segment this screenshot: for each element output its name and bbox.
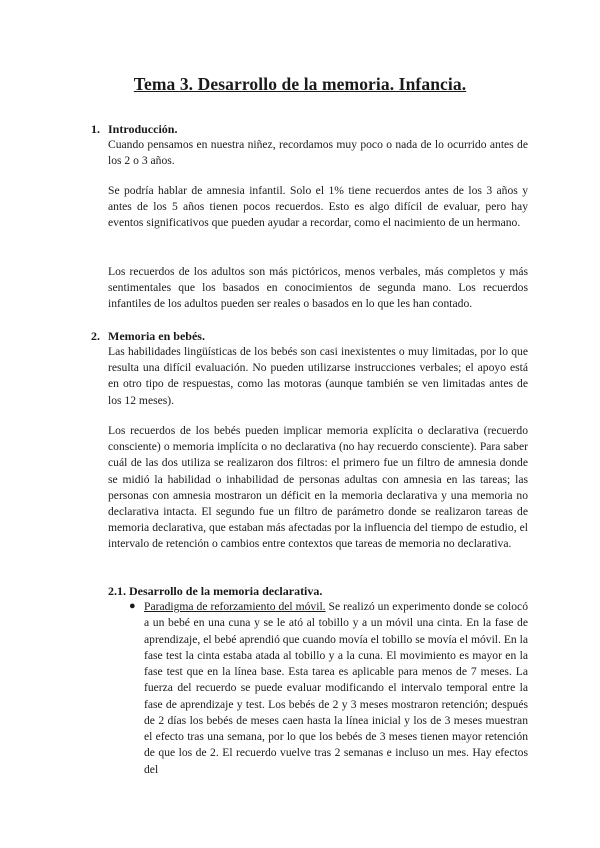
- section-1-title: Introducción.: [108, 122, 178, 136]
- section-1-paragraph-2: Se podría hablar de amnesia infantil. Solo el 1% tiene recuerdos antes de los 3 años y antes de los 5 años tienen pocos recuerdos. Esto es algo difícil de evaluar, pero hay eventos significativos que pueden ayudar a recordar, como el nacimiento de un hermano.: [108, 184, 528, 230]
- section-1-paragraph-1: Cuando pensamos en nuestra niñez, recordamos muy poco o nada de lo ocurrido antes de los 2 o 3 años.: [108, 138, 528, 168]
- section-1-paragraph-3: Los recuerdos de los adultos son más pictóricos, menos verbales, más completos y más sentimentales que los basados en conocimientos de segunda mano. Los recuerdos infantiles de los adultos pueden ser reales o basados en lo que les han contado.: [108, 265, 528, 311]
- section-2-paragraph-1: Las habilidades lingüísticas de los bebés son casi inexistentes o muy limitadas, por lo que resulta una difícil evaluación. No pueden utilizarse instrucciones verbales; el apoyo está en otro tipo de respuestas, como las motoras (aunque también se ven limitadas antes de los 12 meses).: [108, 345, 528, 407]
- section-2-paragraph-2: Los recuerdos de los bebés pueden implicar memoria explícita o declarativa (recuerdo consciente) o memoria implícita o no declarativa (no hay recuerdo consciente). Para saber cuál de las dos utiliza se realizaron dos filtros: el primero fue un filtro de amnesia donde se midió la habilidad o inhabilidad de personas adultas con amnesia en las tareas; las personas con amnesia mostraron un déficit en la memoria declarativa y una memoria no declarativa intacta. El segundo fue un filtro de parámetro donde se realizaron tareas de memoria declarativa, que estaban más afectadas por la influencia del tiempo de estudio, el intervalo de retención o cambios entre contextos que tareas de memoria no declarativa.: [108, 424, 528, 551]
- section-2-number: 2.: [91, 329, 100, 343]
- document-title: Tema 3. Desarrollo de la memoria. Infancia.: [133, 74, 467, 94]
- section-1-heading: [91, 122, 177, 137]
- bullet-text: Se realizó un experimento donde se colocó a un bebé en una cuna y se le ató al tobillo y a un móvil una cinta. En la fase de aprendizaje, el bebé aprendió que cuando movía el tobillo se movía el móvil. En la fase test la cinta estaba atada al tobillo y a la cuna. El movimiento es mayor en la fase test que en la línea base. Esta tarea es aplicable para menos de 7 meses. La fuerza del recuerdo se puede evaluar modificando el intervalo temporal entre la fase de aprendizaje y test. Los bebés de 2 y 3 meses mostraron retención; después de 2 días los bebés de meses caen hasta la línea inicial y los de 3 meses muestran el efecto tras una semana, por lo que los bebés de 3 meses tienen mayor retención de que los de 2. El recuerdo vuelve tras 2 semanas e incluso un mes. Hay efectos del: [144, 600, 528, 776]
- bullet-paragraph: [144, 599, 528, 778]
- section-2-heading: [91, 329, 205, 344]
- bullet-title: Paradigma de reforzamiento del móvil.: [144, 600, 326, 613]
- subsection-2-1-heading: 2.1. Desarrollo de la memoria declarativa.: [108, 584, 323, 598]
- bullet-icon: ●: [129, 600, 136, 612]
- section-1-number: 1.: [91, 122, 100, 136]
- section-2-title: Memoria en bebés.: [108, 329, 205, 343]
